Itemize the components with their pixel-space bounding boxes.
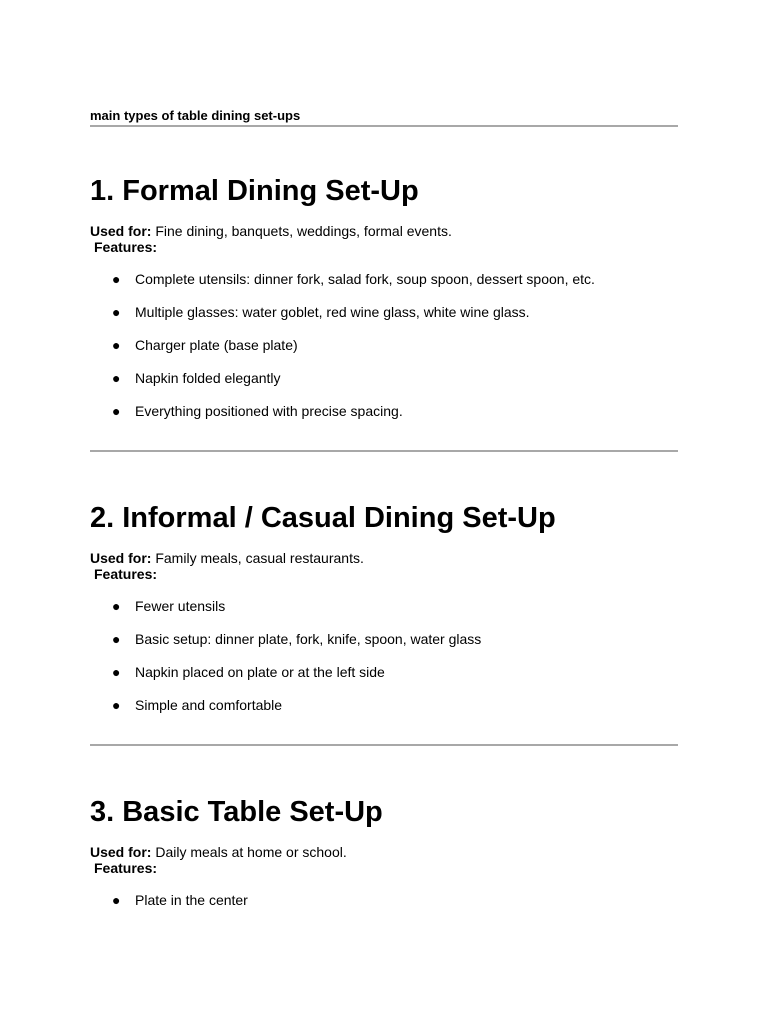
used-for-label: Used for: — [90, 844, 152, 860]
bullet-icon: ● — [112, 403, 121, 419]
section-basic-table — [90, 795, 678, 908]
list-item-text: Complete utensils: dinner fork, salad fork, soup spoon, dessert spoon, etc. — [135, 271, 595, 287]
used-for-line — [90, 550, 364, 567]
list-item-text: Fewer utensils — [135, 598, 226, 614]
section-heading: 3. Basic Table Set-Up — [90, 796, 383, 828]
list-item-text: Everything positioned with precise spacing. — [135, 403, 403, 419]
used-for-label: Used for: — [90, 223, 152, 239]
section-formal-dining — [90, 174, 678, 419]
features-label: Features: — [94, 860, 158, 876]
document-title: main types of table dining set-ups — [90, 108, 301, 123]
bullet-icon: ● — [112, 304, 121, 320]
used-for-text: Family meals, casual restaurants. — [151, 550, 364, 566]
features-label: Features: — [94, 566, 158, 582]
list-item-text: Plate in the center — [135, 892, 248, 908]
list-item-text: Basic setup: dinner plate, fork, knife, spoon, water glass — [135, 631, 482, 647]
list-item-text: Simple and comfortable — [135, 697, 283, 713]
bullet-icon: ● — [112, 631, 121, 647]
section-heading: 2. Informal / Casual Dining Set-Up — [90, 502, 556, 534]
list-item-text: Napkin placed on plate or at the left side — [135, 664, 385, 680]
bullet-icon: ● — [112, 271, 121, 287]
used-for-text: Daily meals at home or school. — [151, 844, 347, 860]
section-casual-dining — [90, 501, 678, 713]
bullet-icon: ● — [112, 370, 121, 386]
bullet-icon: ● — [112, 337, 121, 353]
bullet-icon: ● — [112, 664, 121, 680]
section-divider — [90, 450, 678, 452]
bullet-icon: ● — [112, 697, 121, 713]
used-for-line — [90, 844, 347, 861]
used-for-text: Fine dining, banquets, weddings, formal events. — [151, 223, 452, 239]
section-heading: 1. Formal Dining Set-Up — [90, 175, 419, 207]
used-for-label: Used for: — [90, 550, 152, 566]
features-label: Features: — [94, 239, 158, 255]
bullet-icon: ● — [112, 598, 121, 614]
list-item-text: Napkin folded elegantly — [135, 370, 281, 386]
list-item-text: Multiple glasses: water goblet, red wine glass, white wine glass. — [135, 304, 530, 320]
section-divider — [90, 744, 678, 746]
title-divider — [90, 125, 678, 127]
bullet-icon: ● — [112, 892, 121, 908]
list-item-text: Charger plate (base plate) — [135, 337, 298, 353]
used-for-line — [90, 223, 452, 240]
